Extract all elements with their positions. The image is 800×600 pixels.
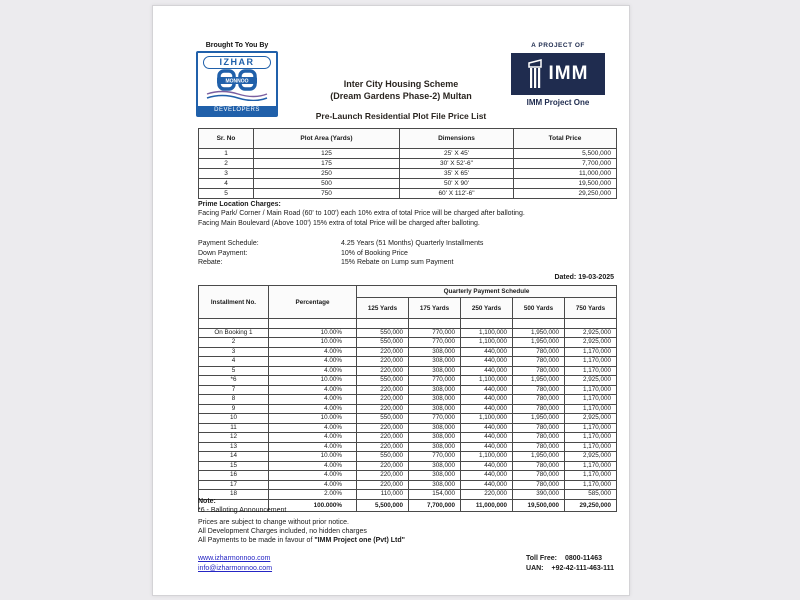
table-row — [199, 376, 617, 386]
table-cell: 250 — [254, 169, 400, 179]
table-row — [199, 442, 617, 452]
plot-price-table — [198, 128, 617, 199]
col-175-yards: 175 Yards — [409, 298, 461, 319]
table-cell: 4.00% — [269, 347, 357, 357]
table-cell: 440,000 — [461, 461, 513, 471]
table-cell: 440,000 — [461, 385, 513, 395]
table-cell: 11,000,000 — [514, 169, 617, 179]
table-cell: 390,000 — [513, 490, 565, 500]
total-percentage: 100.000% — [269, 499, 357, 511]
table-cell: 2,925,000 — [565, 452, 617, 462]
table-cell: 308,000 — [409, 385, 461, 395]
table-cell: 440,000 — [461, 366, 513, 376]
table-cell: 7,700,000 — [514, 159, 617, 169]
table-cell: 4 — [199, 357, 269, 367]
table-cell: 550,000 — [357, 338, 409, 348]
table-cell: 1,950,000 — [513, 376, 565, 386]
table-cell: 4.00% — [269, 423, 357, 433]
table-cell: 2.00% — [269, 490, 357, 500]
table-cell: 550,000 — [357, 376, 409, 386]
table-cell: 770,000 — [409, 338, 461, 348]
col-quarterly-schedule: Quarterly Payment Schedule — [357, 286, 617, 298]
table-cell: 220,000 — [357, 461, 409, 471]
table-cell: 770,000 — [409, 328, 461, 338]
table-cell: 220,000 — [461, 490, 513, 500]
table-cell: 780,000 — [513, 461, 565, 471]
table-cell: 154,000 — [409, 490, 461, 500]
table-cell: 4.00% — [269, 442, 357, 452]
table-row — [199, 452, 617, 462]
table-cell: 1,950,000 — [513, 414, 565, 424]
imm-building-icon — [528, 59, 544, 89]
table-cell: 60' X 112'-6" — [400, 189, 514, 199]
table-cell: 4.00% — [269, 480, 357, 490]
term-payment-schedule — [198, 239, 483, 249]
table-cell: 11 — [199, 423, 269, 433]
table-cell: 4.00% — [269, 461, 357, 471]
table-cell: 780,000 — [513, 347, 565, 357]
table-cell: 25' X 45' — [400, 149, 514, 159]
izhar-logo — [196, 51, 278, 117]
table-cell: 780,000 — [513, 366, 565, 376]
table-cell: 440,000 — [461, 395, 513, 405]
table-cell: 220,000 — [357, 423, 409, 433]
table-cell: 440,000 — [461, 347, 513, 357]
svg-text:MONNOO: MONNOO — [225, 78, 249, 85]
table-cell: 1,950,000 — [513, 452, 565, 462]
table-row — [199, 319, 617, 329]
table-header-row — [199, 129, 617, 149]
table-cell: 220,000 — [357, 471, 409, 481]
table-cell: 10.00% — [269, 328, 357, 338]
izhar-developers-label: DEVELOPERS — [198, 106, 276, 115]
table-row — [199, 423, 617, 433]
prime-location-section — [198, 200, 525, 228]
toll-free-label: Toll Free: — [526, 555, 557, 562]
monnoo-monogram-icon — [205, 69, 269, 101]
table-cell: 2,925,000 — [565, 338, 617, 348]
table-cell: 308,000 — [409, 366, 461, 376]
table-cell: 1,100,000 — [461, 328, 513, 338]
table-cell: 110,000 — [357, 490, 409, 500]
table-row — [199, 179, 617, 189]
disclaimer-section — [198, 518, 405, 546]
prime-location-heading: Prime Location Charges: — [198, 201, 281, 208]
table-cell: 2,925,000 — [565, 376, 617, 386]
table-cell: 17 — [199, 480, 269, 490]
project-of-label: A PROJECT OF — [531, 42, 585, 49]
total-175: 7,700,000 — [409, 499, 461, 511]
schedule-header-row1 — [199, 286, 617, 298]
table-cell — [357, 319, 409, 329]
table-cell: 50' X 90' — [400, 179, 514, 189]
table-cell: 30' X 52'-6" — [400, 159, 514, 169]
table-cell: 10 — [199, 414, 269, 424]
table-cell: 220,000 — [357, 357, 409, 367]
table-cell: 3 — [199, 169, 254, 179]
table-cell: 550,000 — [357, 328, 409, 338]
table-cell: 5 — [199, 366, 269, 376]
table-cell: 585,000 — [565, 490, 617, 500]
table-cell: 1 — [199, 149, 254, 159]
toll-free-number: 0800-11463 — [565, 555, 602, 562]
table-cell: 440,000 — [461, 423, 513, 433]
table-row — [199, 385, 617, 395]
table-cell: 14 — [199, 452, 269, 462]
table-cell: 1,170,000 — [565, 357, 617, 367]
email-link[interactable]: info@izharmonnoo.com — [198, 564, 273, 572]
table-row — [199, 357, 617, 367]
table-cell: 3 — [199, 347, 269, 357]
table-cell — [199, 319, 269, 329]
col-500-yards: 500 Yards — [513, 298, 565, 319]
izhar-name-label: IZHAR — [203, 56, 271, 69]
table-cell: 12 — [199, 433, 269, 443]
table-row — [199, 461, 617, 471]
table-cell: 7 — [199, 385, 269, 395]
table-cell: *6 — [199, 376, 269, 386]
term-label: Down Payment: — [198, 249, 248, 257]
table-cell: 4.00% — [269, 433, 357, 443]
col-dimensions: Dimensions — [400, 129, 514, 149]
imm-logo — [511, 53, 605, 95]
term-value: 4.25 Years (51 Months) Quarterly Installments — [341, 240, 484, 247]
table-cell: 9 — [199, 404, 269, 414]
total-750: 29,250,000 — [565, 499, 617, 511]
table-cell: 5,500,000 — [514, 149, 617, 159]
term-down-payment — [198, 249, 483, 259]
table-cell: 4.00% — [269, 385, 357, 395]
table-cell: 308,000 — [409, 404, 461, 414]
table-cell: 4.00% — [269, 357, 357, 367]
table-cell: 780,000 — [513, 423, 565, 433]
term-value: 15% Rebate on Lump sum Payment — [341, 259, 454, 266]
note-line: *6 - Balloting Announcement — [198, 507, 287, 515]
payment-terms — [198, 239, 483, 268]
table-cell: 5 — [199, 189, 254, 199]
table-cell: 10.00% — [269, 338, 357, 348]
table-cell: 440,000 — [461, 357, 513, 367]
term-label: Payment Schedule: — [198, 240, 259, 247]
table-row — [199, 169, 617, 179]
table-cell — [565, 319, 617, 329]
table-cell: 770,000 — [409, 414, 461, 424]
table-cell: 220,000 — [357, 395, 409, 405]
table-cell: 550,000 — [357, 452, 409, 462]
contact-phones — [526, 554, 614, 573]
table-cell: 1,170,000 — [565, 471, 617, 481]
dated-label: Dated: 19-03-2025 — [554, 274, 614, 281]
table-cell: 1,170,000 — [565, 395, 617, 405]
table-cell: 35' X 65' — [400, 169, 514, 179]
table-cell: 1,170,000 — [565, 347, 617, 357]
table-row — [199, 159, 617, 169]
table-cell: 220,000 — [357, 385, 409, 395]
table-cell: 18 — [199, 490, 269, 500]
table-cell: 8 — [199, 395, 269, 405]
payments-prefix: All Payments to be made in favour of — [198, 537, 315, 545]
term-rebate — [198, 258, 483, 268]
table-row — [199, 338, 617, 348]
table-row — [199, 404, 617, 414]
table-cell: 29,250,000 — [514, 189, 617, 199]
scheme-title: Inter City Housing Scheme — [343, 79, 459, 89]
document-page — [152, 5, 630, 596]
table-cell: 780,000 — [513, 395, 565, 405]
prime-location-line2: Facing Main Boulevard (Above 100') 15% extra of total Price will be charged after balloting. — [198, 219, 480, 227]
table-cell: 500 — [254, 179, 400, 189]
col-total-price: Total Price — [514, 129, 617, 149]
table-cell: 10.00% — [269, 376, 357, 386]
table-cell: 1,170,000 — [565, 385, 617, 395]
col-percentage: Percentage — [269, 286, 357, 319]
izhar-logo-block — [196, 42, 278, 117]
table-cell: 2,925,000 — [565, 328, 617, 338]
table-cell: 440,000 — [461, 404, 513, 414]
table-cell: 1,950,000 — [513, 338, 565, 348]
table-row — [199, 480, 617, 490]
table-row — [199, 328, 617, 338]
table-row — [199, 471, 617, 481]
prime-location-line1: Facing Park/ Corner / Main Road (60' to 100') each 10% extra of total Price will be charged after balloting. — [198, 210, 525, 218]
table-cell: On Booking 1 — [199, 328, 269, 338]
scheme-subtitle: (Dream Gardens Phase-2) Multan — [330, 91, 472, 101]
table-cell: 1,100,000 — [461, 452, 513, 462]
table-cell: 440,000 — [461, 480, 513, 490]
table-cell: 308,000 — [409, 357, 461, 367]
imm-logo-block — [503, 42, 613, 107]
col-125-yards: 125 Yards — [357, 298, 409, 319]
table-cell: 10.00% — [269, 452, 357, 462]
table-cell: 1,170,000 — [565, 442, 617, 452]
table-cell: 308,000 — [409, 461, 461, 471]
table-cell: 1,170,000 — [565, 433, 617, 443]
price-list-title: Pre-Launch Residential Plot File Price List — [315, 111, 487, 121]
table-cell: 780,000 — [513, 442, 565, 452]
table-cell: 550,000 — [357, 414, 409, 424]
table-cell: 19,500,000 — [514, 179, 617, 189]
total-250: 11,000,000 — [461, 499, 513, 511]
disclaimer-line1: Prices are subject to change without prior notice. — [198, 519, 349, 526]
col-250-yards: 250 Yards — [461, 298, 513, 319]
table-cell: 1,170,000 — [565, 404, 617, 414]
col-plot-area: Plot Area (Yards) — [254, 129, 400, 149]
table-row — [199, 149, 617, 159]
table-cell: 13 — [199, 442, 269, 452]
table-cell — [513, 319, 565, 329]
table-cell: 1,170,000 — [565, 366, 617, 376]
term-value: 10% of Booking Price — [341, 249, 408, 257]
table-cell: 220,000 — [357, 433, 409, 443]
col-750-yards: 750 Yards — [565, 298, 617, 319]
footer — [198, 554, 614, 573]
table-cell: 440,000 — [461, 442, 513, 452]
table-cell: 1,170,000 — [565, 423, 617, 433]
table-cell: 1,100,000 — [461, 338, 513, 348]
table-cell: 220,000 — [357, 347, 409, 357]
col-installment-no: Installment No. — [199, 286, 269, 319]
note-heading: Note: — [198, 498, 216, 505]
table-cell: 780,000 — [513, 480, 565, 490]
table-cell: 1,950,000 — [513, 328, 565, 338]
term-label: Rebate: — [198, 259, 223, 266]
table-cell: 4.00% — [269, 395, 357, 405]
table-cell: 780,000 — [513, 357, 565, 367]
table-cell: 780,000 — [513, 385, 565, 395]
table-cell: 2 — [199, 338, 269, 348]
table-cell: 1,100,000 — [461, 376, 513, 386]
table-cell: 770,000 — [409, 452, 461, 462]
table-row — [199, 347, 617, 357]
table-row — [199, 395, 617, 405]
table-cell: 750 — [254, 189, 400, 199]
table-row — [199, 366, 617, 376]
table-cell: 1,100,000 — [461, 414, 513, 424]
table-cell: 2 — [199, 159, 254, 169]
toll-free-line — [526, 554, 614, 564]
table-cell: 220,000 — [357, 442, 409, 452]
table-cell: 1,170,000 — [565, 480, 617, 490]
table-cell — [269, 319, 357, 329]
table-cell: 308,000 — [409, 347, 461, 357]
table-cell: 4.00% — [269, 471, 357, 481]
table-row — [199, 433, 617, 443]
disclaimer-line3 — [198, 536, 405, 545]
website-link[interactable]: www.izharmonnoo.com — [198, 555, 271, 562]
table-cell: 308,000 — [409, 471, 461, 481]
table-cell: 1,170,000 — [565, 461, 617, 471]
table-cell: 440,000 — [461, 471, 513, 481]
table-row — [199, 189, 617, 199]
table-cell: 220,000 — [357, 404, 409, 414]
table-cell: 308,000 — [409, 433, 461, 443]
table-cell: 780,000 — [513, 433, 565, 443]
col-sr-no: Sr. No — [199, 129, 254, 149]
table-cell: 308,000 — [409, 480, 461, 490]
contact-links — [198, 554, 272, 573]
uan-line — [526, 564, 614, 574]
table-cell: 15 — [199, 461, 269, 471]
uan-number: +92-42-111-463-111 — [551, 564, 614, 572]
uan-label: UAN: — [526, 564, 544, 572]
document-titles — [273, 78, 529, 121]
table-cell: 770,000 — [409, 376, 461, 386]
table-cell: 10.00% — [269, 414, 357, 424]
table-cell — [461, 319, 513, 329]
table-cell: 4.00% — [269, 404, 357, 414]
table-cell: 780,000 — [513, 471, 565, 481]
payments-payee: "IMM Project one (Pvt) Ltd" — [314, 537, 405, 545]
total-125: 5,500,000 — [357, 499, 409, 511]
imm-logo-text: IMM — [548, 63, 589, 84]
table-cell: 175 — [254, 159, 400, 169]
brought-by-label: Brought To You By — [205, 42, 269, 49]
table-cell: 2,925,000 — [565, 414, 617, 424]
total-500: 19,500,000 — [513, 499, 565, 511]
table-cell: 4 — [199, 179, 254, 189]
disclaimer-line2: All Development Charges included, no hidden charges — [198, 528, 367, 536]
table-cell — [409, 319, 461, 329]
table-cell: 308,000 — [409, 423, 461, 433]
table-cell: 220,000 — [357, 366, 409, 376]
table-cell: 16 — [199, 471, 269, 481]
table-cell: 308,000 — [409, 395, 461, 405]
table-row — [199, 414, 617, 424]
table-cell: 220,000 — [357, 480, 409, 490]
table-cell: 125 — [254, 149, 400, 159]
note-section — [198, 497, 286, 516]
table-cell: 4.00% — [269, 366, 357, 376]
quarterly-schedule-table — [198, 285, 617, 512]
table-cell: 308,000 — [409, 442, 461, 452]
table-cell: 440,000 — [461, 433, 513, 443]
table-cell: 780,000 — [513, 404, 565, 414]
imm-project-caption: IMM Project One — [526, 98, 590, 107]
